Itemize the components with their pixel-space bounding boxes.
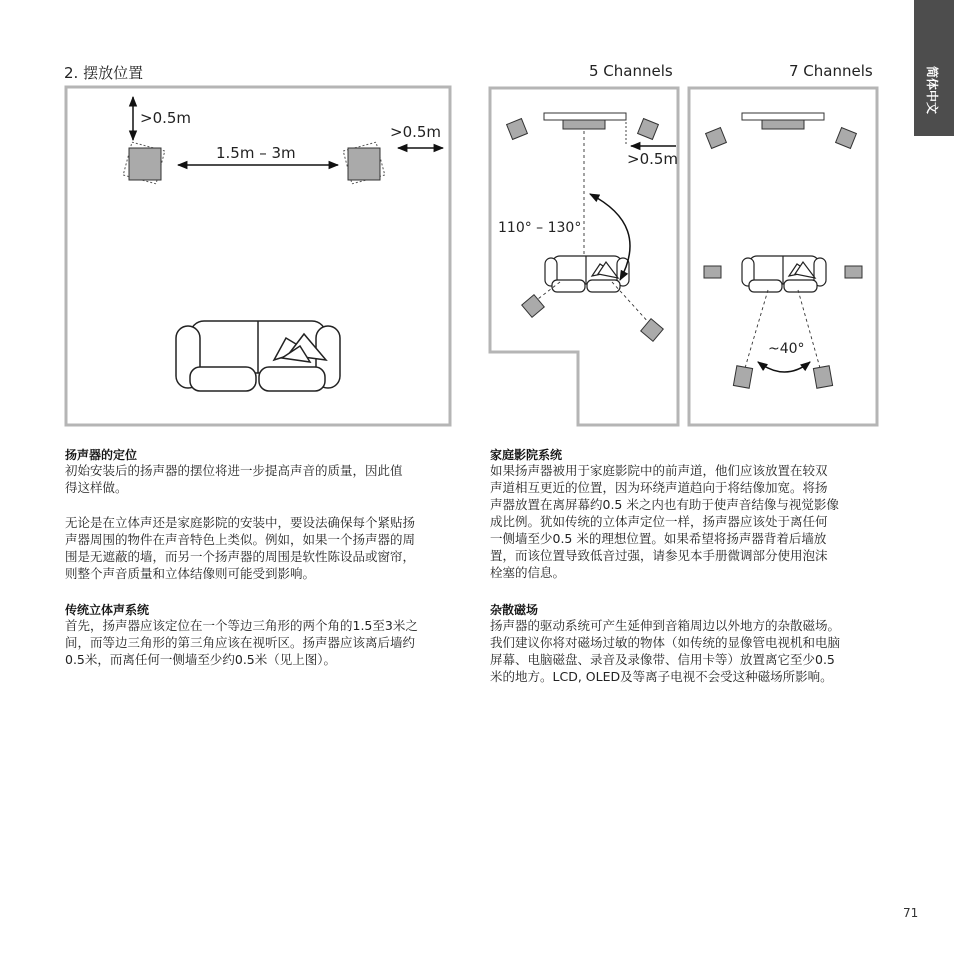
paragraph-home-theater: 如果扬声器被用于家庭影院中的前声道，他们应该放置在较双 声道相互更近的位置，因为环绕声道趋向于将结像加宽。将扬 声器放置在离屏幕约0.5 米之内也有助于使声音结像与视觉影像 成比例。犹如传统的立体声定位一样，扬声器应该处于离任何 一侧墙至少0.5 米的理想位置。如果希望将扬声器背着后墙放 置，而该位置导致低音过强，请参见本手册微调部分使用泡沫 栓塞的信息。 [490, 463, 839, 580]
dim-between-label: 1.5m – 3m [216, 144, 296, 162]
section-heading-speaker-positioning: 扬声器的定位 [65, 448, 138, 462]
page-number: 71 [903, 906, 919, 920]
paragraph-stereo: 首先，扬声器应该定位在一个等边三角形的两个角的1.5至3米之 间，而等边三角形的第三角应该在视听区。扬声器应该离后墙约 0.5米，而离任何一侧墙至少约0.5米（见上图）。 [65, 618, 418, 667]
placement-diagram [0, 0, 954, 440]
angle-5ch-label: 110° – 130° [498, 220, 582, 236]
dim-5ch-label: >0.5m [627, 150, 679, 168]
dim-top-label: >0.5m [140, 109, 192, 127]
paragraph-speaker-positioning-1: 初始安装后的扬声器的摆位将进一步提高声音的质量，因此值 得这样做。 [65, 463, 403, 495]
seven-channels-label: 7 Channels [789, 62, 873, 80]
paragraph-speaker-positioning-2: 无论是在立体声还是家庭影院的安装中，要设法确保每个紧贴扬 声器周围的物件在声音特色上类似。例如，如果一个扬声器的周 围是无遮蔽的墙，而另一个扬声器的周围是软性陈设品或窗帘， 则整个声音质量和立体结像则可能受到影响。 [65, 515, 416, 581]
language-tab-label: 简体中文 [925, 66, 939, 115]
section-heading-stray-magnetic: 杂散磁场 [490, 603, 539, 617]
five-channel-room [490, 88, 678, 425]
five-channels-label: 5 Channels [589, 62, 673, 80]
section-heading-home-theater: 家庭影院系统 [490, 448, 563, 462]
angle-7ch-label: ~40° [768, 341, 805, 357]
left-speaker-icon [123, 142, 165, 184]
dim-side-label: >0.5m [390, 123, 442, 141]
seven-channel-room [689, 88, 877, 425]
figure-title: 2. 摆放位置 [64, 64, 144, 82]
paragraph-stray-magnetic: 扬声器的驱动系统可产生延伸到音箱周边以外地方的杂散磁场。 我们建议你将对磁场过敏的物体（如传统的显像管电视机和电脑 屏幕、电脑磁盘、录音及录像带、信用卡等）放置离它至少0.5 米的地方。LCD, OLED及等离子电视不会受这种磁场所影响。 [490, 618, 841, 684]
right-speaker-icon [343, 142, 385, 184]
section-heading-stereo: 传统立体声系统 [65, 603, 150, 617]
